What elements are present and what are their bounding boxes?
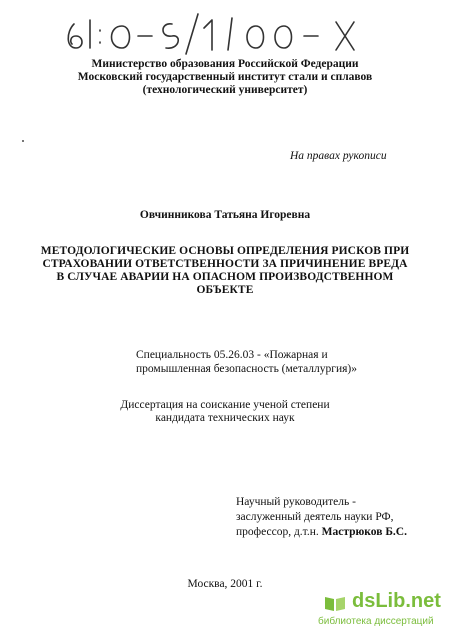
scan-speck xyxy=(22,140,24,142)
supervisor-block xyxy=(236,495,407,540)
title-line: ОБЪЕКТЕ xyxy=(196,284,254,296)
watermark-logo: dsLib.net xyxy=(352,590,441,612)
supervisor-degree: профессор, д.т.н. xyxy=(236,526,322,538)
institute-line: Московский государственный институт стали и сплавов xyxy=(77,71,373,83)
supervisor-degree-line xyxy=(236,525,407,540)
supervisor-role: Научный руководитель - xyxy=(236,496,356,508)
author-name: Овчинникова Татьяна Игоревна xyxy=(139,209,311,221)
city-year: Москва, 2001 г. xyxy=(187,578,263,590)
book-icon xyxy=(324,594,346,612)
specialty-line: Специальность 05.26.03 - «Пожарная и xyxy=(136,349,328,361)
degree-line: Диссертация на соискание ученой степени xyxy=(120,399,330,411)
handwritten-code-drawing xyxy=(60,4,390,60)
specialty-block xyxy=(136,348,357,376)
degree-block xyxy=(0,399,450,425)
ministry-header xyxy=(0,58,450,97)
university-line: (технологический университет) xyxy=(142,84,308,96)
title-line: СТРАХОВАНИИ ОТВЕТСТВЕННОСТИ ЗА ПРИЧИНЕНИЕ ВРЕДА xyxy=(42,258,408,270)
watermark-subtitle: библиотека диссертаций xyxy=(318,616,434,627)
supervisor-name: Мастрюков Б.С. xyxy=(321,526,407,538)
title-line: МЕТОДОЛОГИЧЕСКИЕ ОСНОВЫ ОПРЕДЕЛЕНИЯ РИСКОВ ПРИ xyxy=(40,245,410,257)
specialty-line: промышленная безопасность (металлургия)» xyxy=(136,363,357,375)
degree-line: кандидата технических наук xyxy=(155,412,295,424)
title-line: В СЛУЧАЕ АВАРИИ НА ОПАСНОМ ПРОИЗВОДСТВЕННОМ xyxy=(56,271,394,283)
ministry-line: Министерство образования Российской Федерации xyxy=(91,58,359,70)
dslib-watermark xyxy=(300,588,450,636)
dissertation-title xyxy=(0,245,450,297)
handwritten-catalog-code xyxy=(60,4,390,60)
manuscript-rights: На правах рукописи xyxy=(290,150,387,162)
supervisor-title: заслуженный деятель науки РФ, xyxy=(236,511,394,523)
